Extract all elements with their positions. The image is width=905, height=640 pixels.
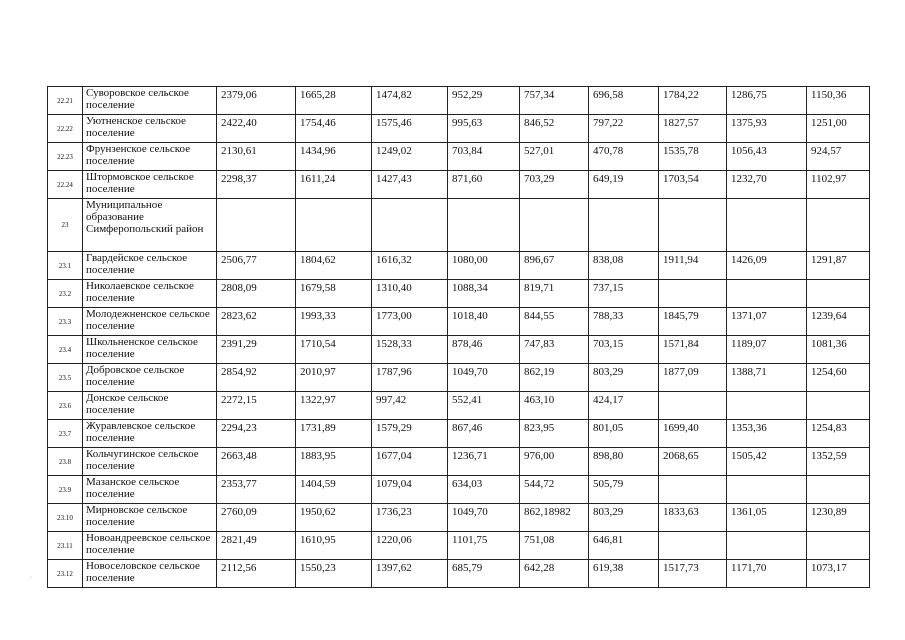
- value-cell: [727, 476, 807, 504]
- value-cell: [659, 199, 727, 252]
- value-cell: 1352,59: [807, 448, 870, 476]
- value-cell: 1427,43: [372, 171, 448, 199]
- value-cell: 1616,32: [372, 252, 448, 280]
- value-cell: [807, 392, 870, 420]
- value-cell: 1375,93: [727, 115, 807, 143]
- value-cell: 1388,71: [727, 364, 807, 392]
- value-cell: 2391,29: [217, 336, 296, 364]
- table-row: [48, 336, 870, 364]
- settlement-name: Добровское сельское поселение: [83, 364, 217, 392]
- value-cell: 1736,23: [372, 504, 448, 532]
- value-cell: 737,15: [589, 280, 659, 308]
- settlement-name: Николаевское сельское поселение: [83, 280, 217, 308]
- value-cell: 1236,71: [448, 448, 520, 476]
- value-cell: 751,08: [520, 532, 589, 560]
- value-cell: 552,41: [448, 392, 520, 420]
- row-number: 22.24: [48, 171, 83, 199]
- value-cell: 2112,56: [217, 560, 296, 588]
- value-cell: 1056,43: [727, 143, 807, 171]
- row-number: 22.23: [48, 143, 83, 171]
- value-cell: [727, 392, 807, 420]
- value-cell: [659, 476, 727, 504]
- row-number: 23.2: [48, 280, 83, 308]
- row-number: 23.9: [48, 476, 83, 504]
- table-row: [48, 560, 870, 588]
- page-corner-mark: ·: [30, 575, 32, 581]
- value-cell: 1784,22: [659, 87, 727, 115]
- settlement-name: Донское сельское поселение: [83, 392, 217, 420]
- table-body: [48, 87, 870, 588]
- row-number: 23.7: [48, 420, 83, 448]
- value-cell: 924,57: [807, 143, 870, 171]
- value-cell: 838,08: [589, 252, 659, 280]
- settlement-name: Кольчугинское сельское поселение: [83, 448, 217, 476]
- table-row: [48, 199, 870, 252]
- value-cell: 2353,77: [217, 476, 296, 504]
- value-cell: [659, 532, 727, 560]
- value-cell: 1353,36: [727, 420, 807, 448]
- settlement-name: Новоселовское сельское поселение: [83, 560, 217, 588]
- value-cell: 1883,95: [296, 448, 372, 476]
- value-cell: 1230,89: [807, 504, 870, 532]
- value-cell: 2821,49: [217, 532, 296, 560]
- value-cell: 1232,70: [727, 171, 807, 199]
- value-cell: 2130,61: [217, 143, 296, 171]
- value-cell: 1080,00: [448, 252, 520, 280]
- value-cell: 1575,46: [372, 115, 448, 143]
- row-number: 23.1: [48, 252, 83, 280]
- value-cell: 1101,75: [448, 532, 520, 560]
- value-cell: 2298,37: [217, 171, 296, 199]
- value-cell: 976,00: [520, 448, 589, 476]
- settlement-name: Мирновское сельское поселение: [83, 504, 217, 532]
- table-row: [48, 420, 870, 448]
- table-row: [48, 252, 870, 280]
- value-cell: 1611,24: [296, 171, 372, 199]
- settlement-name: Суворовское сельское поселение: [83, 87, 217, 115]
- value-cell: 1310,40: [372, 280, 448, 308]
- value-cell: [296, 199, 372, 252]
- value-cell: 747,83: [520, 336, 589, 364]
- value-cell: 1505,42: [727, 448, 807, 476]
- value-cell: 1679,58: [296, 280, 372, 308]
- value-cell: [448, 199, 520, 252]
- value-cell: [807, 280, 870, 308]
- settlement-name: Школьненское сельское поселение: [83, 336, 217, 364]
- value-cell: 1239,64: [807, 308, 870, 336]
- tariff-table: [47, 86, 870, 588]
- value-cell: 1699,40: [659, 420, 727, 448]
- row-number: 22.22: [48, 115, 83, 143]
- value-cell: 1397,62: [372, 560, 448, 588]
- value-cell: 1404,59: [296, 476, 372, 504]
- value-cell: 1426,09: [727, 252, 807, 280]
- settlement-name: Фрунзенское сельское поселение: [83, 143, 217, 171]
- value-cell: 803,29: [589, 364, 659, 392]
- value-cell: 871,60: [448, 171, 520, 199]
- value-cell: 1610,95: [296, 532, 372, 560]
- value-cell: 463,10: [520, 392, 589, 420]
- value-cell: 2506,77: [217, 252, 296, 280]
- value-cell: 1251,00: [807, 115, 870, 143]
- value-cell: 619,38: [589, 560, 659, 588]
- settlement-name: Уютненское сельское поселение: [83, 115, 217, 143]
- value-cell: 1079,04: [372, 476, 448, 504]
- table-row: [48, 143, 870, 171]
- value-cell: 797,22: [589, 115, 659, 143]
- value-cell: [807, 532, 870, 560]
- row-number: 23.5: [48, 364, 83, 392]
- value-cell: 844,55: [520, 308, 589, 336]
- row-number: 23.8: [48, 448, 83, 476]
- value-cell: 1049,70: [448, 364, 520, 392]
- value-cell: 2854,92: [217, 364, 296, 392]
- value-cell: 1845,79: [659, 308, 727, 336]
- value-cell: 1434,96: [296, 143, 372, 171]
- value-cell: 1254,83: [807, 420, 870, 448]
- value-cell: 1833,63: [659, 504, 727, 532]
- table-row: [48, 532, 870, 560]
- row-number: 23: [48, 199, 83, 252]
- value-cell: 1286,75: [727, 87, 807, 115]
- value-cell: 470,78: [589, 143, 659, 171]
- value-cell: [727, 532, 807, 560]
- value-cell: [589, 199, 659, 252]
- table-row: [48, 448, 870, 476]
- value-cell: 878,46: [448, 336, 520, 364]
- settlement-name: Гвардейское сельское поселение: [83, 252, 217, 280]
- row-number: 23.4: [48, 336, 83, 364]
- value-cell: 1877,09: [659, 364, 727, 392]
- value-cell: [659, 392, 727, 420]
- value-cell: 646,81: [589, 532, 659, 560]
- value-cell: [372, 199, 448, 252]
- value-cell: 2663,48: [217, 448, 296, 476]
- value-cell: 867,46: [448, 420, 520, 448]
- value-cell: 1773,00: [372, 308, 448, 336]
- value-cell: 2010,97: [296, 364, 372, 392]
- settlement-name: Новоандреевское сельское поселение: [83, 532, 217, 560]
- value-cell: 1254,60: [807, 364, 870, 392]
- value-cell: 823,95: [520, 420, 589, 448]
- value-cell: 1049,70: [448, 504, 520, 532]
- value-cell: [727, 280, 807, 308]
- value-cell: 801,05: [589, 420, 659, 448]
- value-cell: [807, 199, 870, 252]
- value-cell: 703,84: [448, 143, 520, 171]
- table-row: [48, 171, 870, 199]
- value-cell: 1249,02: [372, 143, 448, 171]
- value-cell: 788,33: [589, 308, 659, 336]
- value-cell: 1220,06: [372, 532, 448, 560]
- value-cell: [659, 280, 727, 308]
- value-cell: 424,17: [589, 392, 659, 420]
- value-cell: 896,67: [520, 252, 589, 280]
- value-cell: 1703,54: [659, 171, 727, 199]
- settlement-name: Штормовское сельское поселение: [83, 171, 217, 199]
- settlement-name: Муниципальное образование Симферопольский район: [83, 199, 217, 252]
- table-row: [48, 280, 870, 308]
- settlement-name: Молодежненское сельское поселение: [83, 308, 217, 336]
- value-cell: 703,15: [589, 336, 659, 364]
- row-number: 23.3: [48, 308, 83, 336]
- value-cell: 1571,84: [659, 336, 727, 364]
- value-cell: 1517,73: [659, 560, 727, 588]
- value-cell: 2379,06: [217, 87, 296, 115]
- value-cell: 819,71: [520, 280, 589, 308]
- value-cell: 997,42: [372, 392, 448, 420]
- value-cell: 544,72: [520, 476, 589, 504]
- value-cell: 1088,34: [448, 280, 520, 308]
- value-cell: [727, 199, 807, 252]
- settlement-name: Журавлевское сельское поселение: [83, 420, 217, 448]
- table-row: [48, 504, 870, 532]
- value-cell: 1827,57: [659, 115, 727, 143]
- value-cell: 1150,36: [807, 87, 870, 115]
- value-cell: 634,03: [448, 476, 520, 504]
- value-cell: 1804,62: [296, 252, 372, 280]
- value-cell: 1291,87: [807, 252, 870, 280]
- row-number: 23.12: [48, 560, 83, 588]
- value-cell: 1189,07: [727, 336, 807, 364]
- value-cell: 1171,70: [727, 560, 807, 588]
- table-row: [48, 476, 870, 504]
- value-cell: 1911,94: [659, 252, 727, 280]
- value-cell: 685,79: [448, 560, 520, 588]
- table-row: [48, 87, 870, 115]
- value-cell: 1579,29: [372, 420, 448, 448]
- value-cell: 642,28: [520, 560, 589, 588]
- row-number: 23.6: [48, 392, 83, 420]
- value-cell: 2760,09: [217, 504, 296, 532]
- value-cell: 2808,09: [217, 280, 296, 308]
- value-cell: 1950,62: [296, 504, 372, 532]
- value-cell: 1371,07: [727, 308, 807, 336]
- table-row: [48, 308, 870, 336]
- value-cell: 1550,23: [296, 560, 372, 588]
- value-cell: 1081,36: [807, 336, 870, 364]
- value-cell: 1731,89: [296, 420, 372, 448]
- value-cell: 952,29: [448, 87, 520, 115]
- row-number: 23.11: [48, 532, 83, 560]
- table-row: [48, 115, 870, 143]
- value-cell: 505,79: [589, 476, 659, 504]
- table-row: [48, 392, 870, 420]
- value-cell: 1787,96: [372, 364, 448, 392]
- value-cell: 757,34: [520, 87, 589, 115]
- value-cell: 1018,40: [448, 308, 520, 336]
- value-cell: 1665,28: [296, 87, 372, 115]
- value-cell: [807, 476, 870, 504]
- value-cell: 846,52: [520, 115, 589, 143]
- value-cell: 1102,97: [807, 171, 870, 199]
- value-cell: 1993,33: [296, 308, 372, 336]
- row-number: 22.21: [48, 87, 83, 115]
- value-cell: 2422,40: [217, 115, 296, 143]
- value-cell: 1677,04: [372, 448, 448, 476]
- value-cell: 898,80: [589, 448, 659, 476]
- value-cell: 2272,15: [217, 392, 296, 420]
- value-cell: 1322,97: [296, 392, 372, 420]
- value-cell: 995,63: [448, 115, 520, 143]
- value-cell: 703,29: [520, 171, 589, 199]
- value-cell: 2294,23: [217, 420, 296, 448]
- value-cell: 2068,65: [659, 448, 727, 476]
- value-cell: 862,18982: [520, 504, 589, 532]
- value-cell: 1754,46: [296, 115, 372, 143]
- value-cell: 1535,78: [659, 143, 727, 171]
- value-cell: 1710,54: [296, 336, 372, 364]
- value-cell: 1073,17: [807, 560, 870, 588]
- value-cell: 803,29: [589, 504, 659, 532]
- value-cell: [520, 199, 589, 252]
- value-cell: 649,19: [589, 171, 659, 199]
- value-cell: 1474,82: [372, 87, 448, 115]
- row-number: 23.10: [48, 504, 83, 532]
- value-cell: 1361,05: [727, 504, 807, 532]
- value-cell: 1528,33: [372, 336, 448, 364]
- value-cell: 862,19: [520, 364, 589, 392]
- value-cell: 2823,62: [217, 308, 296, 336]
- table-row: [48, 364, 870, 392]
- value-cell: 696,58: [589, 87, 659, 115]
- value-cell: 527,01: [520, 143, 589, 171]
- value-cell: [217, 199, 296, 252]
- settlement-name: Мазанское сельское поселение: [83, 476, 217, 504]
